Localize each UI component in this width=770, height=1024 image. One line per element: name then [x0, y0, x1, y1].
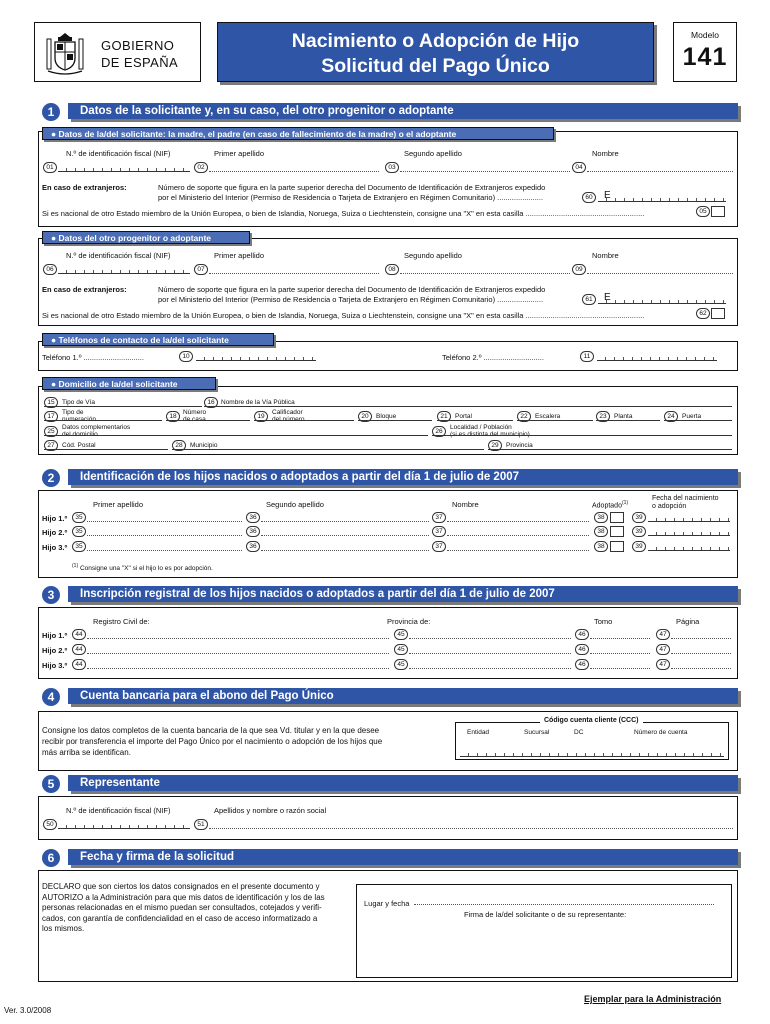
apellido2-label: Segundo apellido	[404, 149, 462, 158]
provincia-reg-header: Provincia de:	[387, 617, 431, 626]
escalera-input[interactable]	[517, 411, 593, 421]
telefono-1-label: Teléfono 1.º .............................	[42, 353, 144, 362]
representante-nombre-input[interactable]	[209, 819, 733, 829]
nombre-input-2[interactable]	[587, 264, 733, 274]
code-29: 29	[488, 440, 502, 451]
ue-checkbox[interactable]	[711, 206, 725, 217]
hijos-nombre-header: Nombre	[452, 500, 479, 509]
hijo-label: Hijo 2.º	[42, 528, 68, 537]
nif-input[interactable]	[58, 162, 190, 172]
nombre-label: Nombre	[592, 149, 619, 158]
portal-label: Portal	[455, 413, 472, 420]
tipo-numeracion-input[interactable]	[44, 411, 162, 421]
nombre-label-2: Nombre	[592, 251, 619, 260]
nombre-via-input[interactable]	[204, 397, 732, 407]
version-label: Ver. 3.0/2008	[4, 1006, 52, 1015]
hijo-nombre-input[interactable]	[447, 512, 589, 522]
declaracion-text: DECLARO que son ciertos los datos consignados en el presente documento y AUTORIZO a la Administración para que mis datos de identificación y los de las personas relacionadas en el mismo puedan ser consultados, cotejados y verifi- cados, con garantía de confidencialidad en el caso de acceso informatizado a los mismos.	[42, 882, 325, 933]
code-06: 06	[43, 264, 57, 275]
tipo-via-input[interactable]	[44, 397, 202, 407]
code-01: 01	[43, 162, 57, 173]
localidad-label: Localidad / Población (si es distinta del municipio)	[450, 424, 530, 438]
hijos-apellido2-header: Segundo apellido	[266, 500, 324, 509]
hijo-label: Hijo 2.º	[42, 646, 68, 655]
code-17: 17	[44, 411, 58, 422]
code-27: 27	[44, 440, 58, 451]
code-38: 38	[594, 541, 608, 552]
telefono-2-input[interactable]	[597, 351, 717, 361]
hijo-fecha-input[interactable]	[648, 526, 730, 536]
cod-postal-label: Cód. Postal	[62, 442, 96, 449]
modelo-box	[673, 22, 737, 82]
hijo-apellido1-input[interactable]	[87, 512, 242, 522]
hijo-apellido2-input[interactable]	[261, 512, 429, 522]
code-25: 25	[44, 426, 58, 437]
code-37: 37	[432, 541, 446, 552]
provincia-registro-input[interactable]	[409, 644, 571, 654]
section-1-header: 1 Datos de la solicitante y, en su caso, del otro progenitor o adoptante	[38, 103, 738, 121]
code-16: 16	[204, 397, 218, 408]
ejemplar-label: Ejemplar para la Administración	[584, 994, 722, 1004]
code-39: 39	[632, 541, 646, 552]
soporte-text-1: Número de soporte que figura en la parte superior derecha del Documento de Identificación de Extranjeros expedido	[158, 183, 546, 192]
hijo-nombre-input[interactable]	[447, 526, 589, 536]
code-37: 37	[432, 512, 446, 523]
code-03: 03	[385, 162, 399, 173]
datos-complementarios-input[interactable]	[44, 426, 428, 436]
code-51: 51	[194, 819, 208, 830]
provincia-input[interactable]	[488, 440, 732, 450]
code-61: 61	[582, 294, 596, 305]
soporte-input-2[interactable]: E	[598, 294, 726, 304]
ue-checkbox-2[interactable]	[711, 308, 725, 319]
bloque-input[interactable]	[358, 411, 432, 421]
code-47: 47	[656, 644, 670, 655]
representante-nif-label: N.º de identificación fiscal (NIF)	[66, 806, 171, 815]
provincia-registro-input[interactable]	[409, 629, 571, 639]
code-26: 26	[432, 426, 446, 437]
tipo-numeracion-label: Tipo de numeración	[62, 409, 96, 423]
code-39: 39	[632, 512, 646, 523]
hijo-adoptado-checkbox[interactable]	[610, 541, 624, 552]
hijo-apellido1-input[interactable]	[87, 541, 242, 551]
section-2-header: 2 Identificación de los hijos nacidos o adoptados a partir del día 1 de julio de 2007	[38, 469, 738, 487]
cod-postal-input[interactable]	[44, 440, 168, 450]
code-23: 23	[596, 411, 610, 422]
tomo-input[interactable]	[590, 644, 650, 654]
apellido2-label-2: Segundo apellido	[404, 251, 462, 260]
calificador-label: Calificador del número	[272, 409, 305, 423]
code-45: 45	[394, 659, 408, 670]
hijos-apellido1-header: Primer apellido	[93, 500, 144, 509]
representante-nif-input[interactable]	[58, 819, 190, 829]
nif-label-2: N.º de identificación fiscal (NIF)	[66, 251, 171, 260]
bloque-label: Bloque	[376, 413, 397, 420]
code-04: 04	[572, 162, 586, 173]
code-62: 62	[696, 308, 710, 319]
tomo-input[interactable]	[590, 629, 650, 639]
soporte-text-2: por el Ministerio del Interior (Permiso de Residencia o Tarjeta de Extranjero en Régimen Comunitario) ......................	[158, 193, 544, 202]
tomo-input[interactable]	[590, 659, 650, 669]
code-28: 28	[172, 440, 186, 451]
code-22: 22	[517, 411, 531, 422]
subsection-applicant-data: ● Datos de la/del solicitante: la madre, el padre (en caso de fallecimiento de la madre) o el adoptante	[42, 127, 554, 140]
nif-label: N.º de identificación fiscal (NIF)	[66, 149, 171, 158]
nif-input-2[interactable]	[58, 264, 190, 274]
numero-casa-input[interactable]	[166, 411, 250, 421]
telefono-1-input[interactable]	[196, 351, 316, 361]
tomo-header: Tomo	[594, 617, 613, 626]
code-37: 37	[432, 526, 446, 537]
code-47: 47	[656, 659, 670, 670]
code-46: 46	[575, 629, 589, 640]
puerta-label: Puerta	[682, 413, 702, 420]
code-19: 19	[254, 411, 268, 422]
hijo-apellido2-input[interactable]	[261, 526, 429, 536]
code-44: 44	[72, 629, 86, 640]
pagina-header: Página	[676, 617, 700, 626]
telefono-2-label: Teléfono 2.º .............................	[442, 353, 544, 362]
modelo-number: 141	[682, 43, 728, 71]
registro-civil-input[interactable]	[87, 644, 389, 654]
code-45: 45	[394, 629, 408, 640]
section-6-header: 6 Fecha y firma de la solicitud	[38, 849, 738, 867]
planta-label: Planta	[614, 413, 633, 420]
hijo-label: Hijo 1.º	[42, 514, 68, 523]
hijo-nombre-input[interactable]	[447, 541, 589, 551]
ccc-label: Código cuenta cliente (CCC)	[540, 717, 643, 724]
provincia-label: Provincia	[506, 442, 533, 449]
localidad-input[interactable]	[432, 426, 732, 436]
registro-civil-input[interactable]	[87, 629, 389, 639]
puerta-input[interactable]	[664, 411, 732, 421]
code-46: 46	[575, 659, 589, 670]
ue-text: Si es nacional de otro Estado miembro de la Unión Europea, o bien de Islandia, Noruega, Suiza o Liechtenstein, consigne una "X" en esta casilla .........................................................	[42, 209, 645, 218]
extranjeros-label: En caso de extranjeros:	[42, 183, 127, 192]
code-08: 08	[385, 264, 399, 275]
code-60: 60	[582, 192, 596, 203]
extranjeros-label-2: En caso de extranjeros:	[42, 285, 127, 294]
subsection-other-parent: ● Datos del otro progenitor o adoptante	[42, 231, 250, 244]
code-05: 05	[696, 206, 710, 217]
registro-civil-header: Registro Civil de:	[93, 617, 150, 626]
pagina-input[interactable]	[671, 659, 731, 669]
cuenta-text: Consigne los datos completos de la cuenta bancaria de la que sea Vd. titular y en la que desee recibir por transferencia el importe del Pago Único por el nacimiento o adopción de los hijos que más arriba se identifican.	[42, 726, 383, 757]
code-10: 10	[179, 351, 193, 362]
apellido2-input[interactable]	[400, 162, 570, 172]
planta-input[interactable]	[596, 411, 660, 421]
government-logo-box	[34, 22, 201, 82]
apellido2-input-2[interactable]	[400, 264, 570, 274]
soporte-input[interactable]: E	[598, 192, 726, 202]
ue-text-2: Si es nacional de otro Estado miembro de la Unión Europea, o bien de Islandia, Noruega, Suiza o Liechtenstein, consigne una "X" en esta casilla .........................................................	[42, 311, 645, 320]
hijo-apellido1-input[interactable]	[87, 526, 242, 536]
apellido1-label-2: Primer apellido	[214, 251, 265, 260]
modelo-label: Modelo	[691, 30, 719, 40]
hijo-fecha-input[interactable]	[648, 512, 730, 522]
code-36: 36	[246, 541, 260, 552]
coat-of-arms-icon	[45, 31, 85, 77]
dc-label: DC	[574, 729, 584, 736]
hijo-adoptado-checkbox[interactable]	[610, 512, 624, 523]
municipio-label: Municipio	[190, 442, 218, 449]
section-4-header: 4 Cuenta bancaria para el abono del Pago Único	[38, 688, 738, 706]
code-35: 35	[72, 541, 86, 552]
code-02: 02	[194, 162, 208, 173]
municipio-input[interactable]	[172, 440, 484, 450]
apellido1-input-2[interactable]	[209, 264, 379, 274]
adoptado-header: Adoptado$^{(1)}$	[592, 500, 629, 510]
subsection-phones: ● Teléfonos de contacto de la/del solicitante	[42, 333, 274, 346]
code-07: 07	[194, 264, 208, 275]
code-35: 35	[72, 512, 86, 523]
code-15: 15	[44, 397, 58, 408]
code-11: 11	[580, 351, 594, 362]
firma-label: Firma de la/del solicitante o de su representante:	[464, 910, 627, 919]
nombre-via-label: Nombre de la Vía Pública	[221, 399, 295, 406]
calificador-input[interactable]	[254, 411, 354, 421]
representante-nombre-label: Apellidos y nombre o razón social	[214, 806, 327, 815]
code-45: 45	[394, 644, 408, 655]
numero-cuenta-label: Número de cuenta	[634, 729, 688, 736]
sucursal-label: Sucursal	[524, 729, 550, 736]
adopcion-note: $^{(1)}$ Consigne una "X" si el hijo lo es por adopción.	[72, 563, 213, 573]
form-title: Nacimiento o Adopción de Hijo Solicitud del Pago Único	[217, 22, 654, 82]
entidad-label: Entidad	[467, 729, 490, 736]
soporte-text-1b: Número de soporte que figura en la parte superior derecha del Documento de Identificación de Extranjeros expedido	[158, 285, 546, 294]
code-09: 09	[572, 264, 586, 275]
code-38: 38	[594, 512, 608, 523]
numero-casa-label: Número de casa	[183, 409, 207, 423]
lugar-fecha-label: Lugar y fecha	[364, 899, 410, 908]
code-36: 36	[246, 512, 260, 523]
fecha-header: Fecha del nacimiento o adopción	[652, 495, 719, 510]
hijo-fecha-input[interactable]	[648, 541, 730, 551]
subsection-address: ● Domicilio de la/del solicitante	[42, 377, 216, 390]
code-35: 35	[72, 526, 86, 537]
ccc-input[interactable]	[460, 745, 724, 757]
hijo-label: Hijo 3.º	[42, 543, 68, 552]
nombre-input[interactable]	[587, 162, 733, 172]
pagina-input[interactable]	[671, 644, 731, 654]
government-name: GOBIERNO DE ESPAÑA	[101, 38, 179, 70]
hijo-apellido2-input[interactable]	[261, 541, 429, 551]
code-39: 39	[632, 526, 646, 537]
code-24: 24	[664, 411, 678, 422]
code-46: 46	[575, 644, 589, 655]
soporte-text-2b: por el Ministerio del Interior (Permiso de Residencia o Tarjeta de Extranjero en Régimen Comunitario) ......................	[158, 295, 544, 304]
pagina-input[interactable]	[671, 629, 731, 639]
provincia-registro-input[interactable]	[409, 659, 571, 669]
apellido1-label: Primer apellido	[214, 149, 265, 158]
portal-input[interactable]	[437, 411, 513, 421]
apellido1-input[interactable]	[209, 162, 379, 172]
lugar-fecha-input[interactable]	[414, 895, 714, 905]
code-36: 36	[246, 526, 260, 537]
datos-complementarios-label: Datos complementarios del domicilio	[62, 424, 131, 438]
registro-civil-input[interactable]	[87, 659, 389, 669]
code-47: 47	[656, 629, 670, 640]
section-5-box	[38, 796, 738, 840]
hijo-label: Hijo 3.º	[42, 661, 68, 670]
section-5-header: 5 Representante	[38, 775, 738, 793]
code-50: 50	[43, 819, 57, 830]
code-44: 44	[72, 644, 86, 655]
hijo-label: Hijo 1.º	[42, 631, 68, 640]
section-3-header: 3 Inscripción registral de los hijos nacidos o adoptados a partir del día 1 de julio de 2007	[38, 586, 738, 604]
tipo-via-label: Tipo de Vía	[62, 399, 96, 406]
hijo-adoptado-checkbox[interactable]	[610, 526, 624, 537]
code-38: 38	[594, 526, 608, 537]
code-44: 44	[72, 659, 86, 670]
code-18: 18	[166, 411, 180, 422]
escalera-label: Escalera	[535, 413, 561, 420]
code-21: 21	[437, 411, 451, 422]
code-20: 20	[358, 411, 372, 422]
